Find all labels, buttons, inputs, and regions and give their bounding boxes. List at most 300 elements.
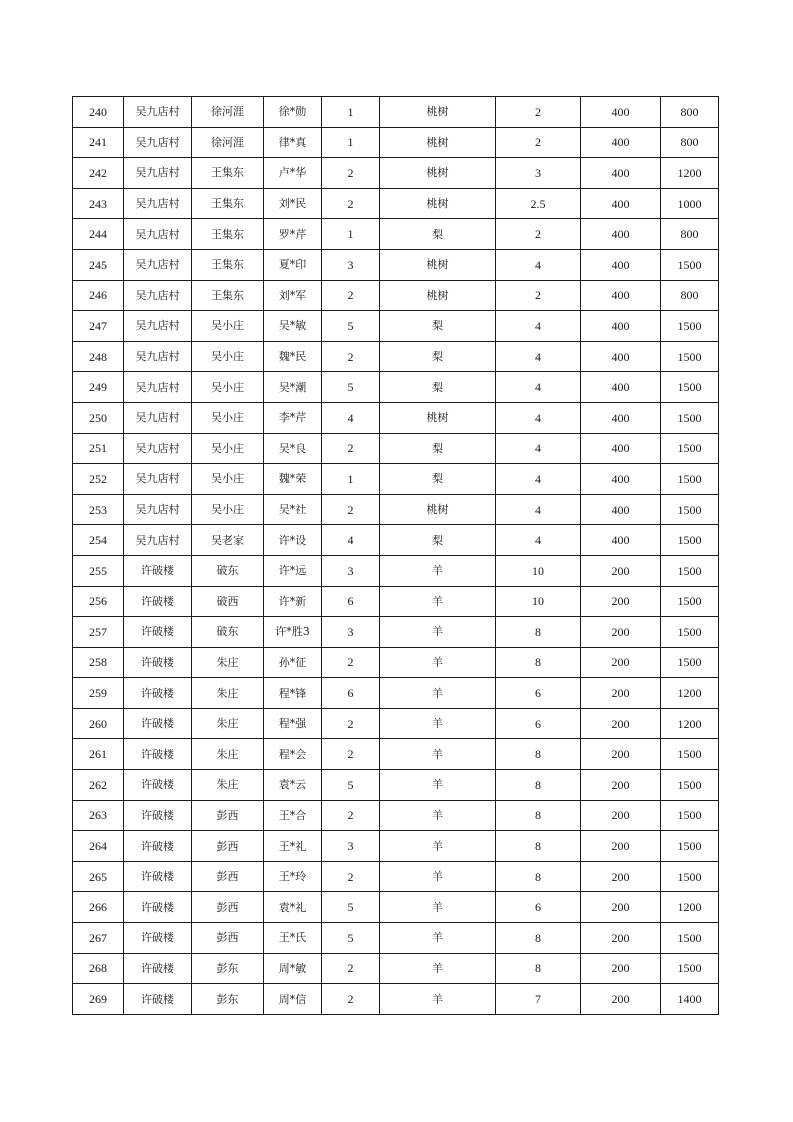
cell-household-size: 2 <box>322 341 380 372</box>
cell-crop-livestock: 羊 <box>380 739 496 770</box>
cell-unit-price: 400 <box>581 158 661 189</box>
cell-group: 朱庄 <box>192 770 264 801</box>
cell-name: 王*合 <box>264 800 322 831</box>
cell-name: 李*芹 <box>264 402 322 433</box>
cell-household-size: 2 <box>322 739 380 770</box>
cell-unit-price: 200 <box>581 800 661 831</box>
table-row <box>73 188 719 219</box>
cell-name: 卢*华 <box>264 158 322 189</box>
cell-amount: 1500 <box>661 831 719 862</box>
cell-serial-number: 254 <box>73 525 124 556</box>
cell-serial-number: 240 <box>73 97 124 128</box>
cell-quantity: 6 <box>496 892 581 923</box>
cell-household-size: 5 <box>322 311 380 342</box>
cell-household-size: 2 <box>322 984 380 1015</box>
cell-serial-number: 253 <box>73 494 124 525</box>
cell-amount: 1500 <box>661 525 719 556</box>
table-row <box>73 923 719 954</box>
cell-crop-livestock: 梨 <box>380 311 496 342</box>
cell-unit-price: 400 <box>581 341 661 372</box>
cell-amount: 1200 <box>661 708 719 739</box>
cell-amount: 1200 <box>661 678 719 709</box>
cell-household-size: 2 <box>322 953 380 984</box>
cell-village: 吴九店村 <box>124 464 192 495</box>
cell-amount: 800 <box>661 280 719 311</box>
cell-quantity: 4 <box>496 494 581 525</box>
cell-amount: 1500 <box>661 433 719 464</box>
cell-village: 许破楼 <box>124 800 192 831</box>
cell-crop-livestock: 羊 <box>380 953 496 984</box>
cell-household-size: 1 <box>322 464 380 495</box>
cell-quantity: 8 <box>496 739 581 770</box>
cell-group: 徐河涯 <box>192 127 264 158</box>
cell-crop-livestock: 羊 <box>380 892 496 923</box>
cell-serial-number: 264 <box>73 831 124 862</box>
cell-group: 彭西 <box>192 923 264 954</box>
cell-serial-number: 250 <box>73 402 124 433</box>
table-row <box>73 464 719 495</box>
cell-crop-livestock: 梨 <box>380 525 496 556</box>
table-row <box>73 678 719 709</box>
cell-group: 吴小庄 <box>192 311 264 342</box>
table-row <box>73 433 719 464</box>
cell-quantity: 8 <box>496 647 581 678</box>
cell-unit-price: 200 <box>581 555 661 586</box>
cell-name: 刘*民 <box>264 188 322 219</box>
cell-name: 袁*云 <box>264 770 322 801</box>
cell-quantity: 4 <box>496 464 581 495</box>
cell-quantity: 6 <box>496 708 581 739</box>
cell-crop-livestock: 梨 <box>380 341 496 372</box>
cell-quantity: 4 <box>496 372 581 403</box>
table-row <box>73 800 719 831</box>
table-row <box>73 892 719 923</box>
cell-unit-price: 400 <box>581 127 661 158</box>
cell-village: 许破楼 <box>124 555 192 586</box>
cell-serial-number: 246 <box>73 280 124 311</box>
cell-name: 吴*潮 <box>264 372 322 403</box>
cell-quantity: 4 <box>496 311 581 342</box>
cell-amount: 1200 <box>661 158 719 189</box>
cell-unit-price: 400 <box>581 494 661 525</box>
cell-crop-livestock: 羊 <box>380 800 496 831</box>
cell-unit-price: 400 <box>581 97 661 128</box>
cell-name: 魏*民 <box>264 341 322 372</box>
table-row <box>73 770 719 801</box>
cell-crop-livestock: 桃树 <box>380 280 496 311</box>
cell-serial-number: 267 <box>73 923 124 954</box>
cell-amount: 800 <box>661 97 719 128</box>
cell-name: 许*远 <box>264 555 322 586</box>
cell-group: 吴小庄 <box>192 464 264 495</box>
cell-name: 魏*荣 <box>264 464 322 495</box>
cell-unit-price: 200 <box>581 739 661 770</box>
table-row <box>73 708 719 739</box>
cell-village: 许破楼 <box>124 647 192 678</box>
cell-group: 彭西 <box>192 800 264 831</box>
table-row <box>73 953 719 984</box>
cell-serial-number: 262 <box>73 770 124 801</box>
cell-crop-livestock: 桃树 <box>380 127 496 158</box>
cell-household-size: 3 <box>322 831 380 862</box>
table-row <box>73 402 719 433</box>
cell-serial-number: 248 <box>73 341 124 372</box>
table-row <box>73 311 719 342</box>
cell-household-size: 2 <box>322 861 380 892</box>
table-row <box>73 280 719 311</box>
cell-group: 破西 <box>192 586 264 617</box>
table-row <box>73 555 719 586</box>
table-row <box>73 861 719 892</box>
cell-serial-number: 249 <box>73 372 124 403</box>
cell-household-size: 1 <box>322 219 380 250</box>
cell-group: 破东 <box>192 617 264 648</box>
cell-unit-price: 200 <box>581 831 661 862</box>
cell-household-size: 2 <box>322 494 380 525</box>
cell-name: 许*新 <box>264 586 322 617</box>
cell-crop-livestock: 桃树 <box>380 188 496 219</box>
cell-household-size: 3 <box>322 555 380 586</box>
cell-household-size: 5 <box>322 770 380 801</box>
cell-group: 彭东 <box>192 953 264 984</box>
table-row <box>73 127 719 158</box>
cell-village: 许破楼 <box>124 923 192 954</box>
cell-quantity: 8 <box>496 861 581 892</box>
cell-crop-livestock: 羊 <box>380 617 496 648</box>
table-row <box>73 97 719 128</box>
cell-name: 许*胜3 <box>264 617 322 648</box>
cell-serial-number: 258 <box>73 647 124 678</box>
table-row <box>73 158 719 189</box>
cell-group: 彭西 <box>192 861 264 892</box>
cell-village: 许破楼 <box>124 739 192 770</box>
cell-amount: 1400 <box>661 984 719 1015</box>
cell-village: 许破楼 <box>124 892 192 923</box>
cell-unit-price: 200 <box>581 708 661 739</box>
cell-serial-number: 241 <box>73 127 124 158</box>
cell-group: 朱庄 <box>192 678 264 709</box>
cell-amount: 1500 <box>661 311 719 342</box>
cell-crop-livestock: 梨 <box>380 372 496 403</box>
cell-amount: 800 <box>661 127 719 158</box>
cell-amount: 1500 <box>661 464 719 495</box>
cell-serial-number: 252 <box>73 464 124 495</box>
cell-unit-price: 400 <box>581 219 661 250</box>
cell-village: 吴九店村 <box>124 402 192 433</box>
cell-unit-price: 400 <box>581 525 661 556</box>
table-row <box>73 831 719 862</box>
cell-crop-livestock: 羊 <box>380 555 496 586</box>
cell-amount: 1500 <box>661 341 719 372</box>
cell-name: 吴*良 <box>264 433 322 464</box>
cell-quantity: 4 <box>496 341 581 372</box>
cell-household-size: 2 <box>322 188 380 219</box>
cell-group: 破东 <box>192 555 264 586</box>
data-table <box>72 96 719 1015</box>
cell-village: 吴九店村 <box>124 372 192 403</box>
table-row <box>73 647 719 678</box>
cell-crop-livestock: 羊 <box>380 647 496 678</box>
cell-name: 律*真 <box>264 127 322 158</box>
cell-serial-number: 260 <box>73 708 124 739</box>
cell-name: 吴*社 <box>264 494 322 525</box>
cell-group: 王集东 <box>192 188 264 219</box>
cell-serial-number: 247 <box>73 311 124 342</box>
cell-quantity: 4 <box>496 249 581 280</box>
cell-serial-number: 259 <box>73 678 124 709</box>
cell-group: 朱庄 <box>192 708 264 739</box>
cell-group: 王集东 <box>192 280 264 311</box>
table-row <box>73 372 719 403</box>
cell-quantity: 8 <box>496 617 581 648</box>
cell-quantity: 8 <box>496 953 581 984</box>
cell-group: 徐河涯 <box>192 97 264 128</box>
cell-group: 吴小庄 <box>192 402 264 433</box>
cell-household-size: 3 <box>322 249 380 280</box>
cell-quantity: 3 <box>496 158 581 189</box>
cell-unit-price: 400 <box>581 433 661 464</box>
cell-village: 吴九店村 <box>124 341 192 372</box>
cell-amount: 1500 <box>661 617 719 648</box>
cell-household-size: 4 <box>322 402 380 433</box>
cell-name: 周*信 <box>264 984 322 1015</box>
cell-amount: 1500 <box>661 861 719 892</box>
cell-group: 彭东 <box>192 984 264 1015</box>
cell-serial-number: 243 <box>73 188 124 219</box>
cell-village: 许破楼 <box>124 708 192 739</box>
cell-amount: 1500 <box>661 402 719 433</box>
cell-crop-livestock: 羊 <box>380 831 496 862</box>
cell-group: 王集东 <box>192 219 264 250</box>
cell-group: 吴小庄 <box>192 433 264 464</box>
table-row <box>73 219 719 250</box>
cell-quantity: 2 <box>496 280 581 311</box>
cell-village: 许破楼 <box>124 586 192 617</box>
cell-group: 吴小庄 <box>192 494 264 525</box>
cell-village: 吴九店村 <box>124 249 192 280</box>
cell-village: 吴九店村 <box>124 158 192 189</box>
cell-group: 彭西 <box>192 892 264 923</box>
cell-unit-price: 200 <box>581 647 661 678</box>
cell-serial-number: 261 <box>73 739 124 770</box>
cell-group: 朱庄 <box>192 739 264 770</box>
cell-crop-livestock: 羊 <box>380 586 496 617</box>
cell-name: 袁*礼 <box>264 892 322 923</box>
cell-name: 许*设 <box>264 525 322 556</box>
cell-household-size: 5 <box>322 892 380 923</box>
cell-serial-number: 255 <box>73 555 124 586</box>
cell-village: 吴九店村 <box>124 97 192 128</box>
cell-quantity: 8 <box>496 831 581 862</box>
cell-household-size: 2 <box>322 280 380 311</box>
cell-village: 吴九店村 <box>124 127 192 158</box>
cell-household-size: 3 <box>322 617 380 648</box>
cell-amount: 1200 <box>661 892 719 923</box>
cell-household-size: 2 <box>322 708 380 739</box>
cell-amount: 1500 <box>661 800 719 831</box>
cell-serial-number: 251 <box>73 433 124 464</box>
cell-group: 彭西 <box>192 831 264 862</box>
cell-serial-number: 269 <box>73 984 124 1015</box>
cell-village: 吴九店村 <box>124 188 192 219</box>
cell-quantity: 10 <box>496 555 581 586</box>
cell-name: 罗*芹 <box>264 219 322 250</box>
cell-household-size: 2 <box>322 647 380 678</box>
cell-crop-livestock: 桃树 <box>380 158 496 189</box>
cell-crop-livestock: 桃树 <box>380 402 496 433</box>
cell-village: 吴九店村 <box>124 280 192 311</box>
cell-serial-number: 268 <box>73 953 124 984</box>
cell-unit-price: 400 <box>581 311 661 342</box>
cell-unit-price: 400 <box>581 464 661 495</box>
cell-crop-livestock: 羊 <box>380 708 496 739</box>
cell-village: 许破楼 <box>124 984 192 1015</box>
cell-crop-livestock: 梨 <box>380 464 496 495</box>
cell-village: 许破楼 <box>124 861 192 892</box>
cell-amount: 1500 <box>661 647 719 678</box>
cell-amount: 1500 <box>661 249 719 280</box>
cell-unit-price: 200 <box>581 984 661 1015</box>
cell-name: 程*锋 <box>264 678 322 709</box>
cell-household-size: 6 <box>322 586 380 617</box>
cell-unit-price: 200 <box>581 617 661 648</box>
cell-village: 吴九店村 <box>124 311 192 342</box>
cell-village: 吴九店村 <box>124 494 192 525</box>
cell-quantity: 6 <box>496 678 581 709</box>
cell-unit-price: 200 <box>581 586 661 617</box>
cell-unit-price: 200 <box>581 923 661 954</box>
cell-quantity: 4 <box>496 402 581 433</box>
cell-village: 许破楼 <box>124 678 192 709</box>
data-table-wrapper <box>72 96 719 1015</box>
cell-quantity: 10 <box>496 586 581 617</box>
cell-name: 程*会 <box>264 739 322 770</box>
cell-household-size: 2 <box>322 433 380 464</box>
cell-group: 朱庄 <box>192 647 264 678</box>
cell-quantity: 2.5 <box>496 188 581 219</box>
cell-group: 吴小庄 <box>192 372 264 403</box>
cell-crop-livestock: 梨 <box>380 433 496 464</box>
cell-unit-price: 400 <box>581 280 661 311</box>
cell-household-size: 2 <box>322 158 380 189</box>
cell-unit-price: 400 <box>581 188 661 219</box>
cell-serial-number: 245 <box>73 249 124 280</box>
cell-name: 周*敏 <box>264 953 322 984</box>
table-row <box>73 249 719 280</box>
cell-crop-livestock: 羊 <box>380 861 496 892</box>
cell-amount: 1500 <box>661 953 719 984</box>
cell-serial-number: 263 <box>73 800 124 831</box>
cell-crop-livestock: 羊 <box>380 923 496 954</box>
cell-unit-price: 200 <box>581 861 661 892</box>
cell-household-size: 6 <box>322 678 380 709</box>
cell-amount: 1500 <box>661 739 719 770</box>
cell-quantity: 2 <box>496 97 581 128</box>
cell-name: 王*氏 <box>264 923 322 954</box>
cell-amount: 800 <box>661 219 719 250</box>
cell-crop-livestock: 梨 <box>380 219 496 250</box>
cell-village: 许破楼 <box>124 831 192 862</box>
cell-quantity: 2 <box>496 219 581 250</box>
cell-name: 刘*军 <box>264 280 322 311</box>
table-row <box>73 739 719 770</box>
cell-group: 王集东 <box>192 158 264 189</box>
cell-village: 吴九店村 <box>124 433 192 464</box>
table-row <box>73 525 719 556</box>
cell-unit-price: 200 <box>581 892 661 923</box>
cell-name: 徐*勋 <box>264 97 322 128</box>
cell-amount: 1500 <box>661 923 719 954</box>
cell-unit-price: 200 <box>581 678 661 709</box>
cell-serial-number: 256 <box>73 586 124 617</box>
cell-serial-number: 266 <box>73 892 124 923</box>
cell-name: 吴*敏 <box>264 311 322 342</box>
cell-unit-price: 200 <box>581 770 661 801</box>
cell-serial-number: 257 <box>73 617 124 648</box>
cell-name: 夏*印 <box>264 249 322 280</box>
cell-serial-number: 242 <box>73 158 124 189</box>
cell-amount: 1500 <box>661 372 719 403</box>
cell-village: 吴九店村 <box>124 525 192 556</box>
cell-serial-number: 265 <box>73 861 124 892</box>
cell-quantity: 2 <box>496 127 581 158</box>
cell-village: 吴九店村 <box>124 219 192 250</box>
cell-name: 程*强 <box>264 708 322 739</box>
cell-household-size: 2 <box>322 800 380 831</box>
cell-household-size: 4 <box>322 525 380 556</box>
cell-amount: 1500 <box>661 555 719 586</box>
cell-amount: 1000 <box>661 188 719 219</box>
cell-crop-livestock: 羊 <box>380 984 496 1015</box>
cell-crop-livestock: 羊 <box>380 770 496 801</box>
cell-quantity: 4 <box>496 433 581 464</box>
cell-quantity: 4 <box>496 525 581 556</box>
cell-unit-price: 400 <box>581 402 661 433</box>
cell-village: 许破楼 <box>124 617 192 648</box>
cell-household-size: 1 <box>322 97 380 128</box>
table-body <box>73 97 719 1015</box>
cell-group: 吴老家 <box>192 525 264 556</box>
table-row <box>73 617 719 648</box>
cell-group: 吴小庄 <box>192 341 264 372</box>
cell-household-size: 5 <box>322 923 380 954</box>
cell-crop-livestock: 桃树 <box>380 97 496 128</box>
table-row <box>73 494 719 525</box>
cell-group: 王集东 <box>192 249 264 280</box>
cell-crop-livestock: 桃树 <box>380 249 496 280</box>
cell-unit-price: 200 <box>581 953 661 984</box>
cell-serial-number: 244 <box>73 219 124 250</box>
cell-amount: 1500 <box>661 494 719 525</box>
cell-household-size: 5 <box>322 372 380 403</box>
cell-amount: 1500 <box>661 770 719 801</box>
cell-quantity: 8 <box>496 923 581 954</box>
cell-unit-price: 400 <box>581 372 661 403</box>
cell-village: 许破楼 <box>124 953 192 984</box>
cell-crop-livestock: 桃树 <box>380 494 496 525</box>
cell-quantity: 8 <box>496 800 581 831</box>
cell-household-size: 1 <box>322 127 380 158</box>
cell-quantity: 7 <box>496 984 581 1015</box>
cell-name: 王*礼 <box>264 831 322 862</box>
table-row <box>73 984 719 1015</box>
cell-name: 王*玲 <box>264 861 322 892</box>
table-row <box>73 586 719 617</box>
cell-quantity: 8 <box>496 770 581 801</box>
cell-name: 孙*征 <box>264 647 322 678</box>
cell-unit-price: 400 <box>581 249 661 280</box>
table-row <box>73 341 719 372</box>
